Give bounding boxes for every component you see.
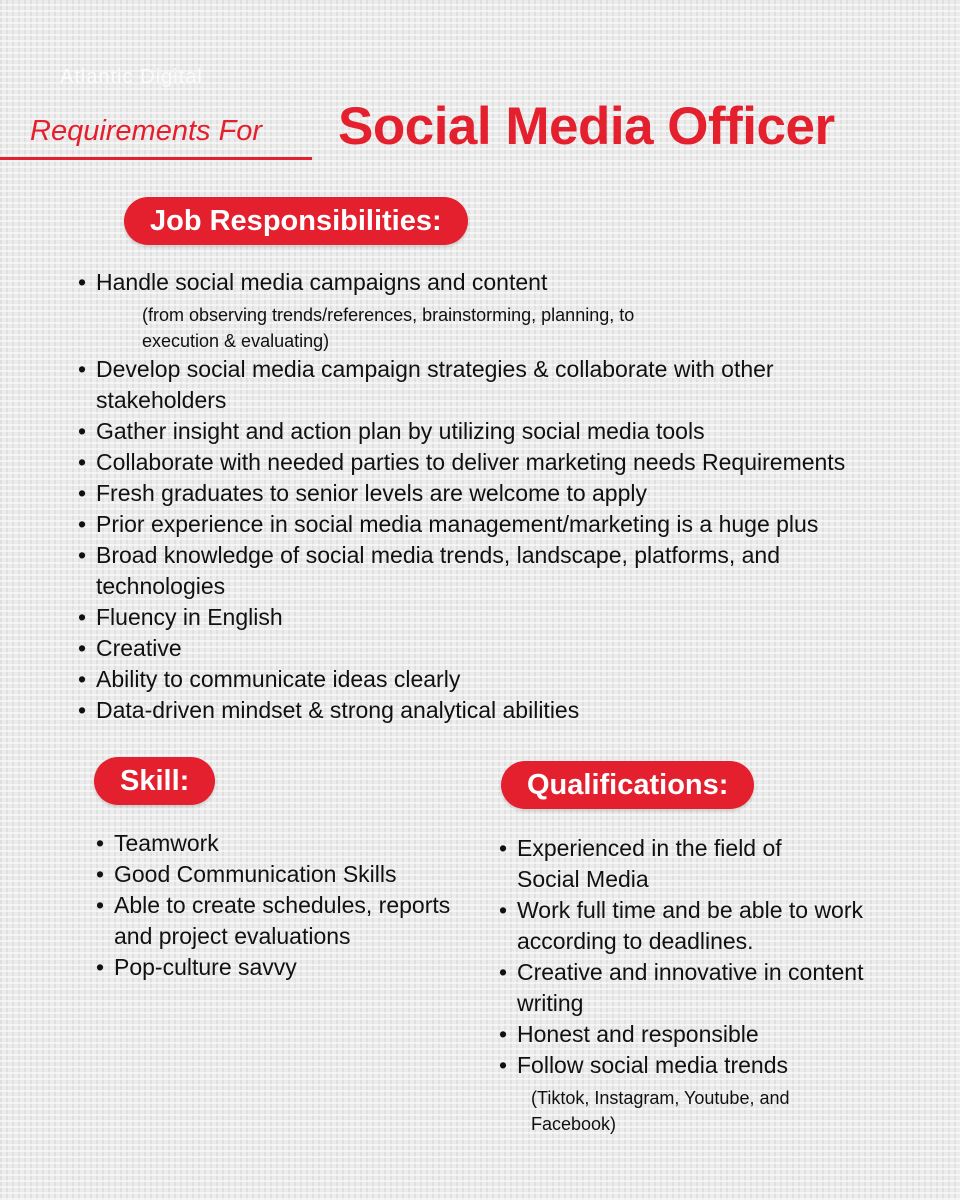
list-item: • Ability to communicate ideas clearly [78,664,938,695]
list-item-note: (Tiktok, Instagram, Youtube, and Facebook) [531,1088,790,1134]
list-item: • Collaborate with needed parties to deliver marketing needs Requirements [78,447,938,478]
list-item: • Develop social media campaign strategies & collaborate with other stakeholders [78,354,836,416]
list-item: • Fluency in English [78,602,938,633]
list-item-text: • Follow social media trends [517,1052,789,1078]
list-item: • Broad knowledge of social media trends, landscape, platforms, and technologies [78,540,836,602]
list-item: • Creative [78,633,938,664]
qualifications-heading: Qualifications: [501,761,754,809]
list-item: • Pop-culture savvy [96,952,476,983]
job-responsibilities-list [78,267,938,726]
header-underline [0,157,312,160]
qualifications-list [499,833,939,1137]
list-item: • Prior experience in social media management/marketing is a huge plus [78,509,938,540]
list-item: • Able to create schedules, reports and project evaluations [96,890,474,952]
list-item: • Good Communication Skills [96,859,476,890]
skill-list [96,828,476,983]
list-item: • Gather insight and action plan by utilizing social media tools [78,416,938,447]
watermark-logo: Atlantic Digital [60,66,203,88]
list-item-text: • Handle social media campaigns and content [96,269,548,295]
list-item: • Experienced in the field of Social Media [499,833,817,895]
list-item-note: (from observing trends/references, brainstorming, planning, to execution & evaluating) [142,305,635,351]
list-item: • Fresh graduates to senior levels are welcome to apply [78,478,938,509]
requirements-for-label: Requirements For [30,115,263,147]
list-item [499,1050,939,1137]
list-item: • Data-driven mindset & strong analytical abilities [78,695,938,726]
job-responsibilities-heading: Job Responsibilities: [124,197,468,245]
page-title: Social Media Officer [338,97,835,156]
list-item: • Creative and innovative in content writing [499,957,907,1019]
skill-heading: Skill: [94,757,215,805]
list-item: • Work full time and be able to work according to deadlines. [499,895,907,957]
list-item [78,267,938,354]
list-item: • Honest and responsible [499,1019,939,1050]
list-item: • Teamwork [96,828,476,859]
